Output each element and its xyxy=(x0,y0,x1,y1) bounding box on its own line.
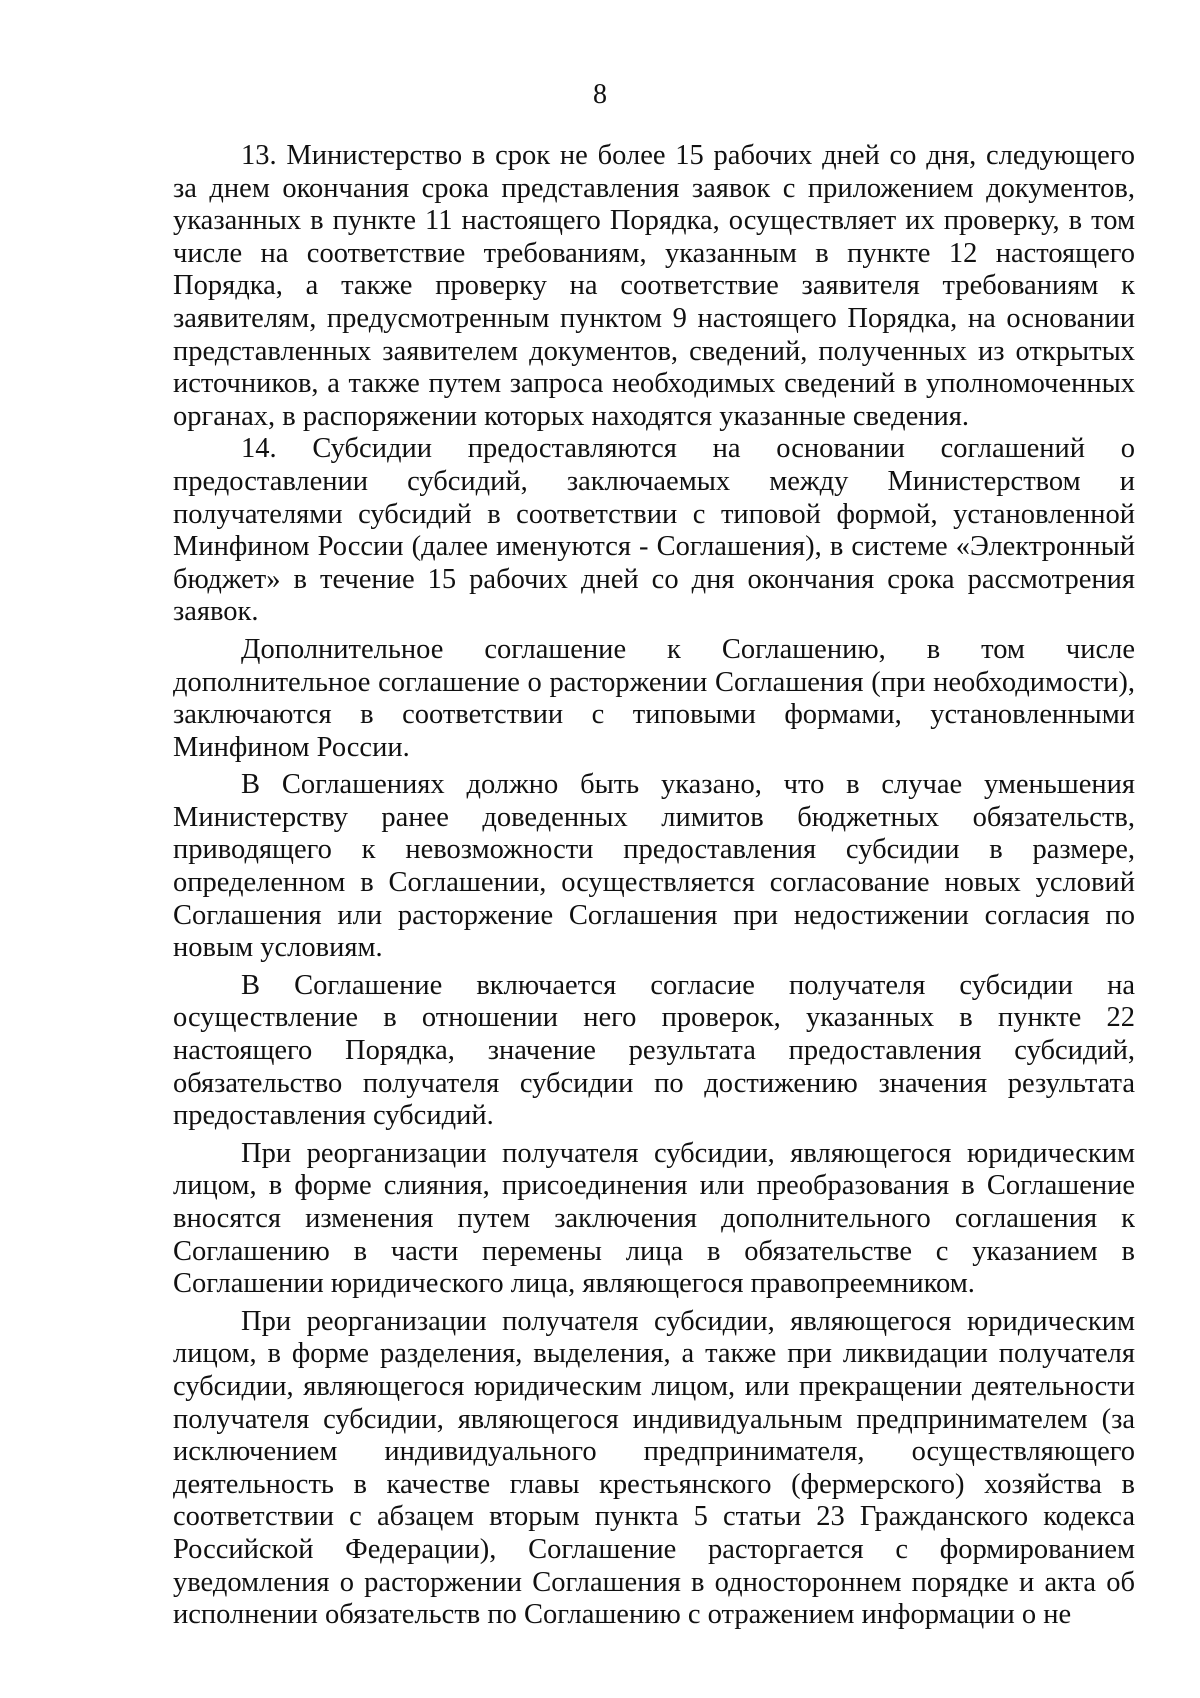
paragraph-item-14: 14. Субсидии предоставляются на основании соглашений о предоставлении субсидий, заключаемых между Министерством и получателями субсидий в соответствии с типовой формой, установленной Минфином России (далее именуются - Соглашения), в системе «Электронный бюджет» в течение 15 рабочих дней со дня окончания срока рассмотрения заявок. xyxy=(173,433,1135,628)
paragraph-additional-agreement: Дополнительное соглашение к Соглашению, в том числе дополнительное соглашение о расторжении Соглашения (при необходимости), заключаются в соответствии с типовыми формами, установленными Минфином России. xyxy=(173,633,1135,763)
paragraph-reorganization-division: При реорганизации получателя субсидии, являющегося юридическим лицом, в форме разделения, выделения, а также при ликвидации получателя субсидии, являющегося юридическим лицом, или прекращении деятельности получателя субсидии, являющегося индивидуальным предпринимателем (за исключением индивидуального предпринимателя, осуществляющего деятельность в качестве главы крестьянского (фермерского) хозяйства в соответствии с абзацем вторым пункта 5 статьи 23 Гражданского кодекса Российской Федерации), Соглашение расторгается с формированием уведомления о расторжении Соглашения в одностороннем порядке и акта об исполнении обязательств по Соглашению с отражением информации о не xyxy=(173,1305,1135,1631)
document-body xyxy=(173,140,1135,1632)
paragraph-limits-reduction: В Соглашениях должно быть указано, что в случае уменьшения Министерству ранее доведенных лимитов бюджетных обязательств, приводящего к невозможности предоставления субсидии в размере, определенном в Соглашении, осуществляется согласование новых условий Соглашения или расторжение Соглашения при недостижении согласия по новым условиям. xyxy=(173,769,1135,964)
paragraph-item-13: 13. Министерство в срок не более 15 рабочих дней со дня, следующего за днем окончания срока представления заявок с приложением документов, указанных в пункте 11 настоящего Порядка, осуществляет их проверку, в том числе на соответствие требованиям, указанным в пункте 12 настоящего Порядка, а также проверку на соответствие заявителя требованиям к заявителям, предусмотренным пунктом 9 настоящего Порядка, на основании представленных заявителем документов, сведений, полученных из открытых источников, а также путем запроса необходимых сведений в уполномоченных органах, в распоряжении которых находятся указанные сведения. xyxy=(173,140,1135,432)
page-number: 8 xyxy=(593,79,607,110)
paragraph-consent-inspections: В Соглашение включается согласие получателя субсидии на осуществление в отношении него проверок, указанных в пункте 22 настоящего Порядка, значение результата предоставления субсидий, обязательство получателя субсидии по достижению значения результата предоставления субсидий. xyxy=(173,969,1135,1132)
paragraph-reorganization-merger: При реорганизации получателя субсидии, являющегося юридическим лицом, в форме слияния, присоединения или преобразования в Соглашение вносятся изменения путем заключения дополнительного соглашения к Соглашению в части перемены лица в обязательстве с указанием в Соглашении юридического лица, являющегося правопреемником. xyxy=(173,1137,1135,1300)
